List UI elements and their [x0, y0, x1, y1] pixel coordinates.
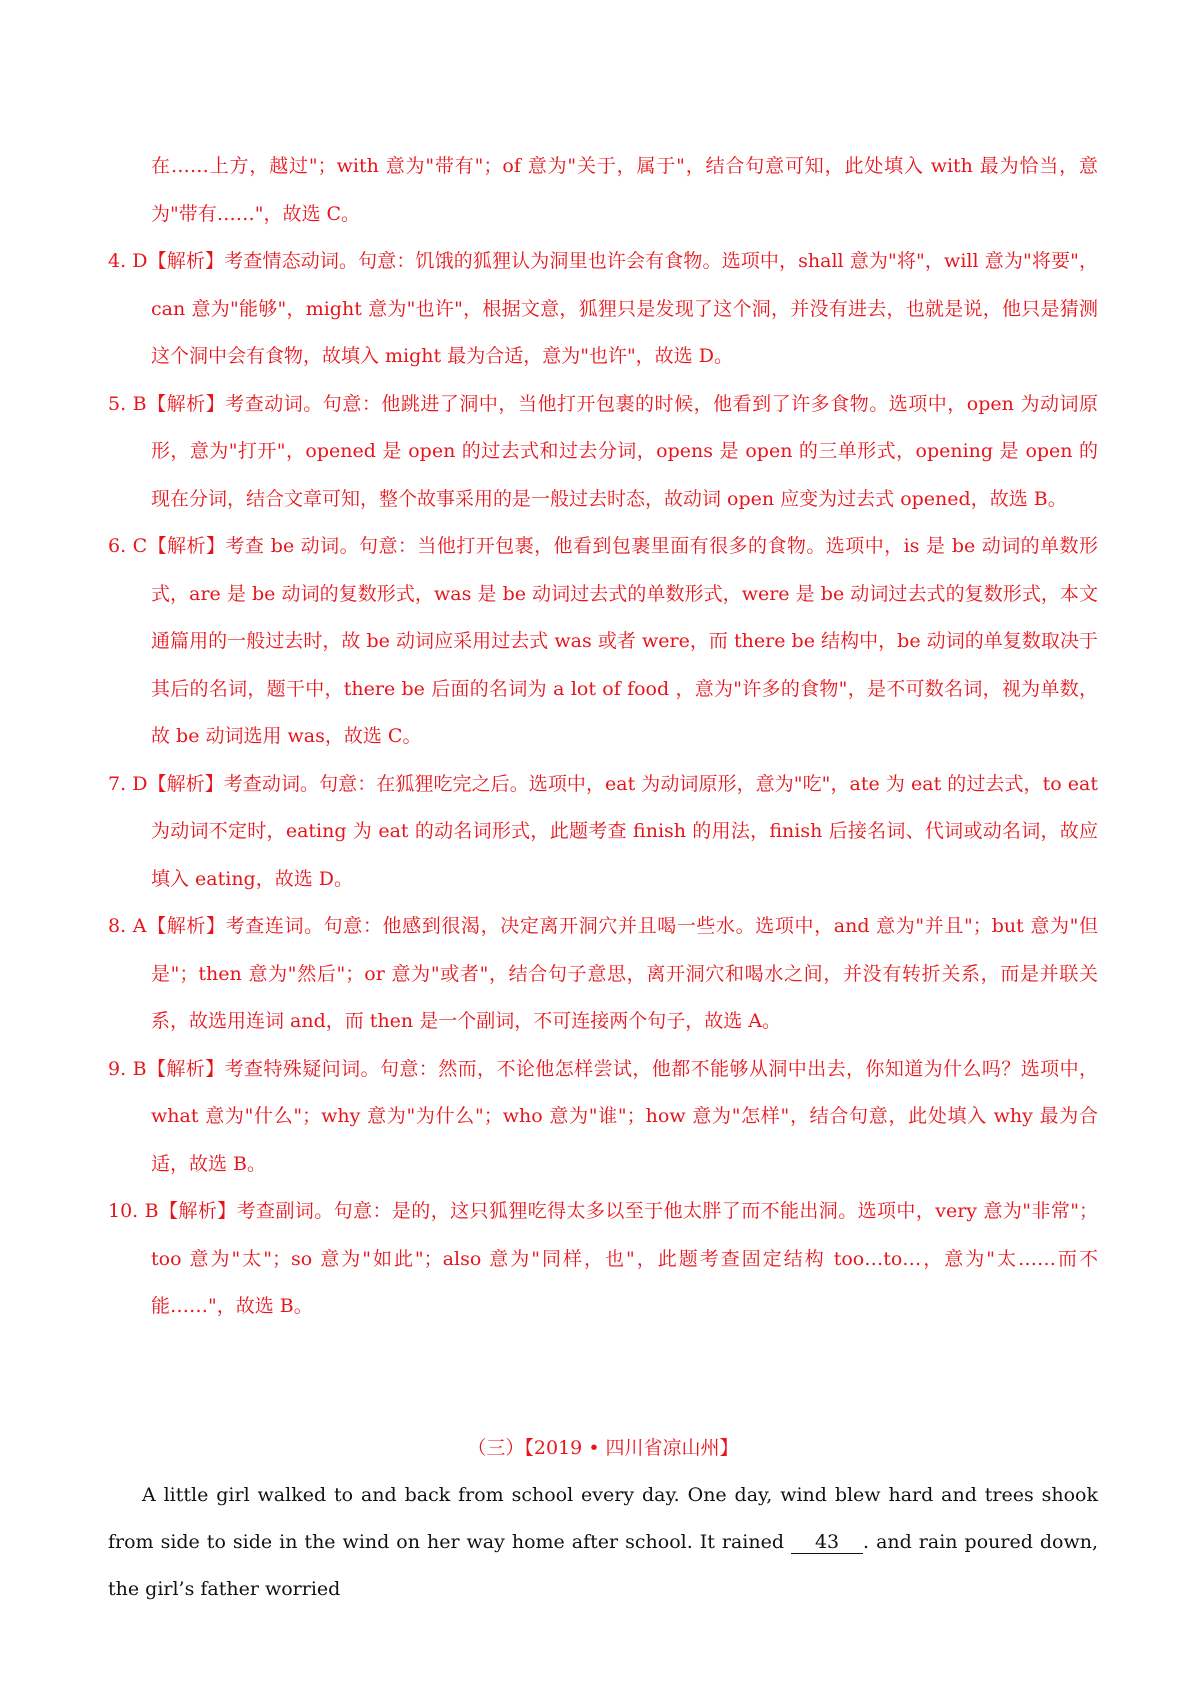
- answer-analysis: [108, 143, 1098, 1331]
- analysis-item-9: 9. B【解析】考查特殊疑问词。句意：然而，不论他怎样尝试，他都不能够从洞中出去，你知道为什么吗？选项中，what 意为"什么"；why 意为"为什么"；who 意为"谁"；how 意为"怎样"，结合句意，此处填入 why 最为合适，故选 B。: [108, 1057, 1098, 1175]
- analysis-item-5: 5. B【解析】考查动词。句意：他跳进了洞中，当他打开包裹的时候，他看到了许多食物。选项中，open 为动词原形，意为"打开"，opened 是 open 的过去式和过去分词，opens 是 open 的三单形式，opening 是 open 的现在分词，结合文章可知，整个故事采用的是一般过去时态，故动词 open 应变为过去式 opened，故选 B。: [108, 392, 1098, 510]
- cloze-passage: [108, 1472, 1098, 1613]
- analysis-item-3-continued: 在……上方，越过"；with 意为"带有"；of 意为"关于，属于"，结合句意可知，此处填入 with 最为恰当，意为"带有……"，故选 C。: [151, 155, 1098, 225]
- analysis-item-6: 6. C【解析】考查 be 动词。句意：当他打开包裹，他看到包裹里面有很多的食物。选项中，is 是 be 动词的单数形式，are 是 be 动词的复数形式，was 是 be 动词过去式的单数形式，were 是 be 动词过去式的复数形式，本文通篇用的一般过去时，故 be 动词应采用过去式 was 或者 were，而 there be 结构中，be 动词的单复数取决于其后的名词，题干中，there be 后面的名词为 a lot of food ，意为"许多的食物"，是不可数名词，视为单数，故 be 动词选用 was，故选 C。: [108, 535, 1098, 747]
- analysis-item-7: 7. D【解析】考查动词。句意：在狐狸吃完之后。选项中，eat 为动词原形，意为"吃"，ate 为 eat 的过去式，to eat 为动词不定时，eating 为 eat 的动名词形式，此题考查 finish 的用法，finish 后接名词、代词或动名词，故应填入 eating，故选 D。: [108, 772, 1098, 890]
- passage-text-before: A little girl walked to and back from school every day. One day, wind blew hard and trees shook from side to side in the wind on her way home after school. It rained: [108, 1484, 1098, 1553]
- analysis-item-8: 8. A【解析】考查连词。句意：他感到很渴，决定离开洞穴并且喝一些水。选项中，and 意为"并且"；but 意为"但是"；then 意为"然后"；or 意为"或者"，结合句子意思，离开洞穴和喝水之间，并没有转折关系，而是并联关系，故选用连词 and，而 then 是一个副词，不可连接两个句子，故选 A。: [108, 915, 1098, 1032]
- analysis-item-4: 4. D【解析】考查情态动词。句意：饥饿的狐狸认为洞里也许会有食物。选项中，shall 意为"将"，will 意为"将要"，can 意为"能够"，might 意为"也许"，根据文意，狐狸只是发现了这个洞，并没有进去，也就是说，他只是猜测这个洞中会有食物，故填入 might 最为合适，意为"也许"，故选 D。: [108, 250, 1098, 367]
- section-title: （三）【2019 • 四川省凉山州】: [467, 1437, 739, 1459]
- cloze-blank-43: 43: [791, 1531, 863, 1554]
- analysis-item-10: 10. B【解析】考查副词。句意：是的，这只狐狸吃得太多以至于他太胖了而不能出洞。选项中，very 意为"非常"；too 意为"太"；so 意为"如此"；also 意为"同样，也"，此题考查固定结构 too…to…，意为"太……而不能……"，故选 B。: [108, 1200, 1098, 1317]
- passage-text-after: . and rain poured down, the girl’s father worried: [108, 1531, 1098, 1600]
